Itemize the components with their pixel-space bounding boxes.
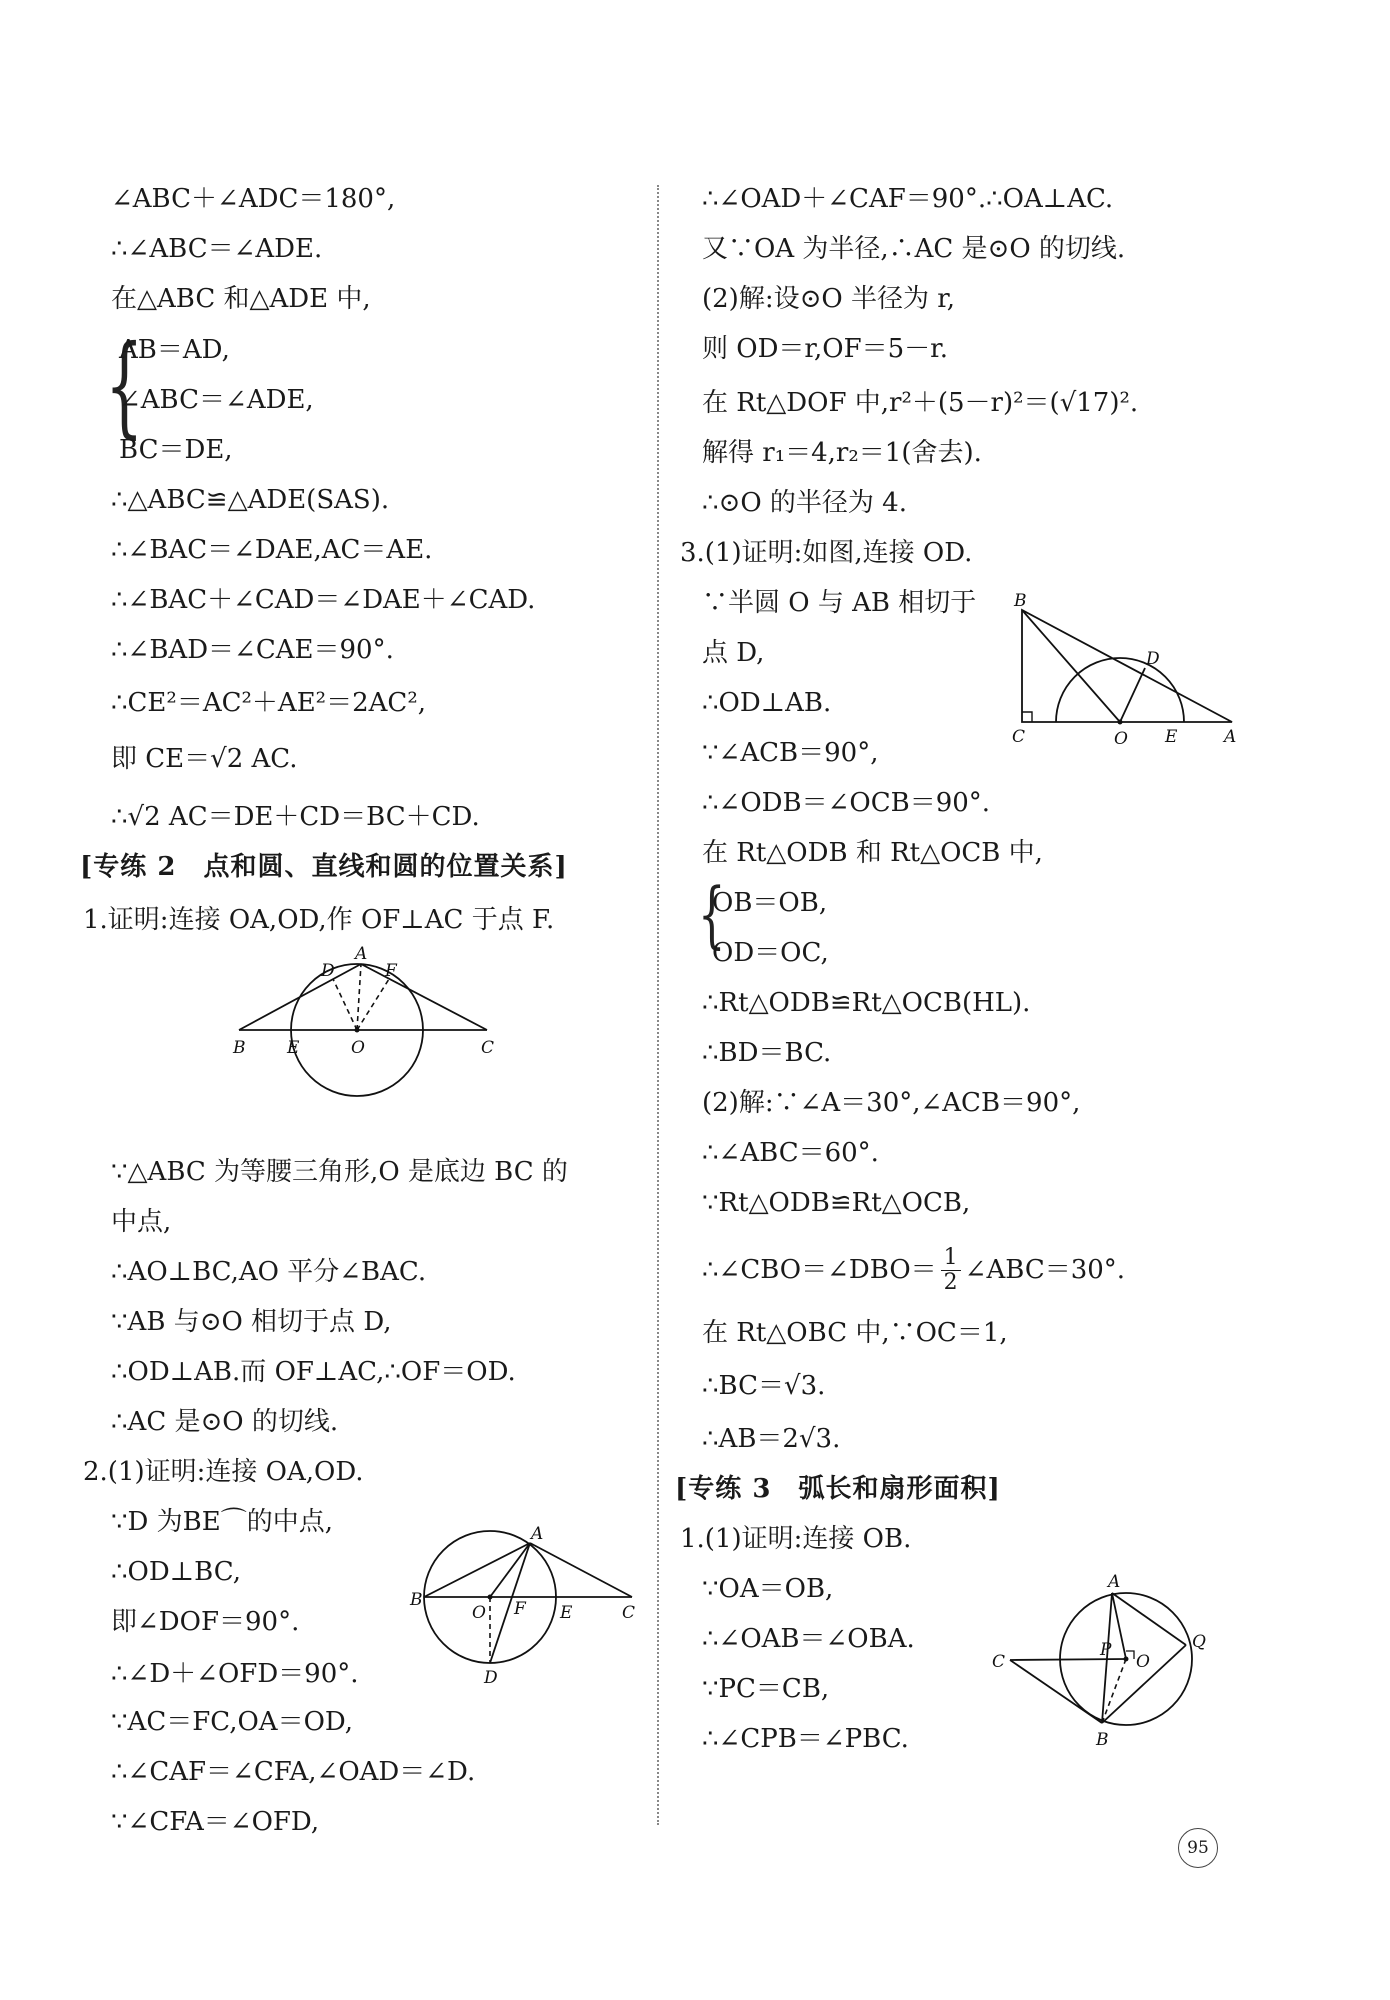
text-line: ∴OD⊥AB. xyxy=(702,688,832,718)
text-line: 则 OD＝r,OF＝5－r. xyxy=(702,334,948,364)
problem-title: 1.(1)证明:连接 OB. xyxy=(680,1524,912,1554)
text-line: 在△ABC 和△ADE 中, xyxy=(111,284,371,314)
text-line: ∴∠CPB＝∠PBC. xyxy=(702,1724,909,1754)
text-line: ∵∠CFA＝∠OFD, xyxy=(111,1807,320,1837)
fig3-label-C: C xyxy=(1012,727,1026,747)
text-line: ∴∠BAD＝∠CAE＝90°. xyxy=(111,635,394,665)
text-line: 点 D, xyxy=(702,638,765,668)
fig3-label-D: D xyxy=(1146,649,1160,669)
text-line: ∴∠ABC＝∠ADE. xyxy=(111,234,323,264)
system-line: OB＝OB, xyxy=(712,888,828,918)
text-line: ∵Rt△ODB≌Rt△OCB, xyxy=(702,1188,971,1218)
fraction xyxy=(941,1246,961,1295)
text-line: ∴Rt△ODB≌Rt△OCB(HL). xyxy=(702,988,1031,1018)
fig1-label-C: C xyxy=(481,1038,495,1058)
text-line: ∵AC＝FC,OA＝OD, xyxy=(111,1707,354,1737)
fig2-label-B: B xyxy=(410,1590,423,1610)
text-line: ∴∠OAB＝∠OBA. xyxy=(702,1624,915,1654)
text-line: ∴√2 AC＝DE＋CD＝BC＋CD. xyxy=(111,802,480,832)
text-line: ∴∠ODB＝∠OCB＝90°. xyxy=(702,788,991,818)
fraction-line-prefix: ∴∠CBO＝∠DBO＝ xyxy=(702,1255,937,1285)
text-line: 在 Rt△ODB 和 Rt△OCB 中, xyxy=(702,838,1043,868)
text-line: ∵D 为BE⌒的中点, xyxy=(111,1507,334,1537)
page-number: 95 xyxy=(1178,1828,1218,1868)
text-line: ∴∠CAF＝∠CFA,∠OAD＝∠D. xyxy=(111,1757,476,1787)
text-line: ∠ABC＋∠ADC＝180°, xyxy=(111,184,396,214)
text-line: ∴OD⊥AB.而 OF⊥AC,∴OF＝OD. xyxy=(111,1357,516,1387)
fraction-line-suffix: ∠ABC＝30°. xyxy=(964,1255,1126,1285)
system-line: OD＝OC, xyxy=(712,938,829,968)
text-line: ∵半圆 O 与 AB 相切于 xyxy=(702,588,977,618)
text-line: ∴AO⊥BC,AO 平分∠BAC. xyxy=(111,1257,427,1287)
fig3-label-B: B xyxy=(1014,591,1027,611)
text-line: 解得 r₁＝4,r₂＝1(舍去). xyxy=(702,438,982,468)
fig3-label-A: A xyxy=(1224,727,1237,747)
fig2-label-D: D xyxy=(484,1668,498,1688)
text-line: 又∵OA 为半径,∴AC 是⊙O 的切线. xyxy=(702,234,1126,264)
text-line: ∴AB＝2√3. xyxy=(702,1424,841,1454)
text-line: ∴CE²＝AC²＋AE²＝2AC², xyxy=(111,688,427,718)
fig4-label-B: B xyxy=(1096,1730,1109,1750)
text-line: ∵AB 与⊙O 相切于点 D, xyxy=(111,1307,392,1337)
system-line: BC＝DE, xyxy=(119,435,233,465)
fraction-denominator: 2 xyxy=(943,1269,958,1295)
left-brace: { xyxy=(698,872,726,956)
text-line: (2)解:∵∠A＝30°,∠ACB＝90°, xyxy=(702,1088,1081,1118)
problem-title: 1.证明:连接 OA,OD,作 OF⊥AC 于点 F. xyxy=(83,905,555,935)
text-line: 即∠DOF＝90°. xyxy=(111,1607,300,1637)
text-line: ∴BD＝BC. xyxy=(702,1038,832,1068)
fig2-label-O: O xyxy=(472,1603,486,1623)
text-line: ∴AC 是⊙O 的切线. xyxy=(111,1407,339,1437)
problem-title: 3.(1)证明:如图,连接 OD. xyxy=(680,538,973,568)
fig4-label-A: A xyxy=(1108,1572,1121,1592)
text-line: ∴∠BAC＝∠DAE,AC＝AE. xyxy=(111,535,433,565)
problem-title: 2.(1)证明:连接 OA,OD. xyxy=(83,1457,364,1487)
text-line: ∴∠ABC＝60°. xyxy=(702,1138,879,1168)
text-line: ∴∠OAD＋∠CAF＝90°.∴OA⊥AC. xyxy=(702,184,1114,214)
fraction-numerator: 1 xyxy=(941,1246,961,1271)
fig3-label-O: O xyxy=(1114,729,1128,749)
figure-4 xyxy=(990,1572,1250,1755)
text-line: 在 Rt△DOF 中,r²＋(5－r)²＝(√17)². xyxy=(702,388,1139,418)
fraction-line xyxy=(702,1240,1125,1300)
fig1-label-E: E xyxy=(287,1038,300,1058)
text-line: ∴OD⊥BC, xyxy=(111,1557,241,1587)
figure-3 xyxy=(1010,590,1250,750)
fig3-label-E: E xyxy=(1165,727,1178,747)
text-line: ∴∠BAC＋∠CAD＝∠DAE＋∠CAD. xyxy=(111,585,536,615)
text-line: 中点, xyxy=(111,1207,172,1237)
fig1-label-O: O xyxy=(351,1038,365,1058)
fig4-label-O: O xyxy=(1136,1652,1150,1672)
left-brace: { xyxy=(105,321,144,449)
fig2-label-C: C xyxy=(622,1603,636,1623)
text-line: (2)解:设⊙O 半径为 r, xyxy=(702,284,956,314)
text-line: ∵PC＝CB, xyxy=(702,1674,830,1704)
text-line: ∵△ABC 为等腰三角形,O 是底边 BC 的 xyxy=(111,1157,568,1187)
fig4-label-C: C xyxy=(992,1652,1006,1672)
fig1-label-D: D xyxy=(321,961,335,981)
text-line: ∴BC＝√3. xyxy=(702,1371,826,1401)
system-line: AB＝AD, xyxy=(119,335,230,365)
text-line: ∴∠D＋∠OFD＝90°. xyxy=(111,1659,359,1689)
fig2-label-F: F xyxy=(514,1599,526,1619)
column-divider xyxy=(657,185,659,1825)
fig4-label-Q: Q xyxy=(1192,1632,1206,1652)
system-line: ∠ABC＝∠ADE, xyxy=(119,385,314,415)
fig4-label-P: P xyxy=(1100,1640,1112,1660)
fig1-label-F: F xyxy=(385,961,397,981)
fig1-label-B: B xyxy=(233,1038,246,1058)
section-heading: [专练 2 点和圆、直线和圆的位置关系] xyxy=(80,852,568,882)
text-line: ∴△ABC≌△ADE(SAS). xyxy=(111,485,390,515)
text-line: ∴⊙O 的半径为 4. xyxy=(702,488,907,518)
fig2-label-A: A xyxy=(531,1524,544,1544)
figure-1 xyxy=(225,944,555,1130)
text-line: 在 Rt△OBC 中,∵OC＝1, xyxy=(702,1318,1008,1348)
figure-2 xyxy=(400,1505,640,1688)
fig2-label-E: E xyxy=(560,1603,573,1623)
text-line: 即 CE＝√2 AC. xyxy=(111,744,298,774)
text-line: ∵∠ACB＝90°, xyxy=(702,738,879,768)
text-line: ∵OA＝OB, xyxy=(702,1574,834,1604)
fig1-label-A: A xyxy=(355,944,368,964)
section-heading: [专练 3 弧长和扇形面积] xyxy=(675,1474,1001,1504)
